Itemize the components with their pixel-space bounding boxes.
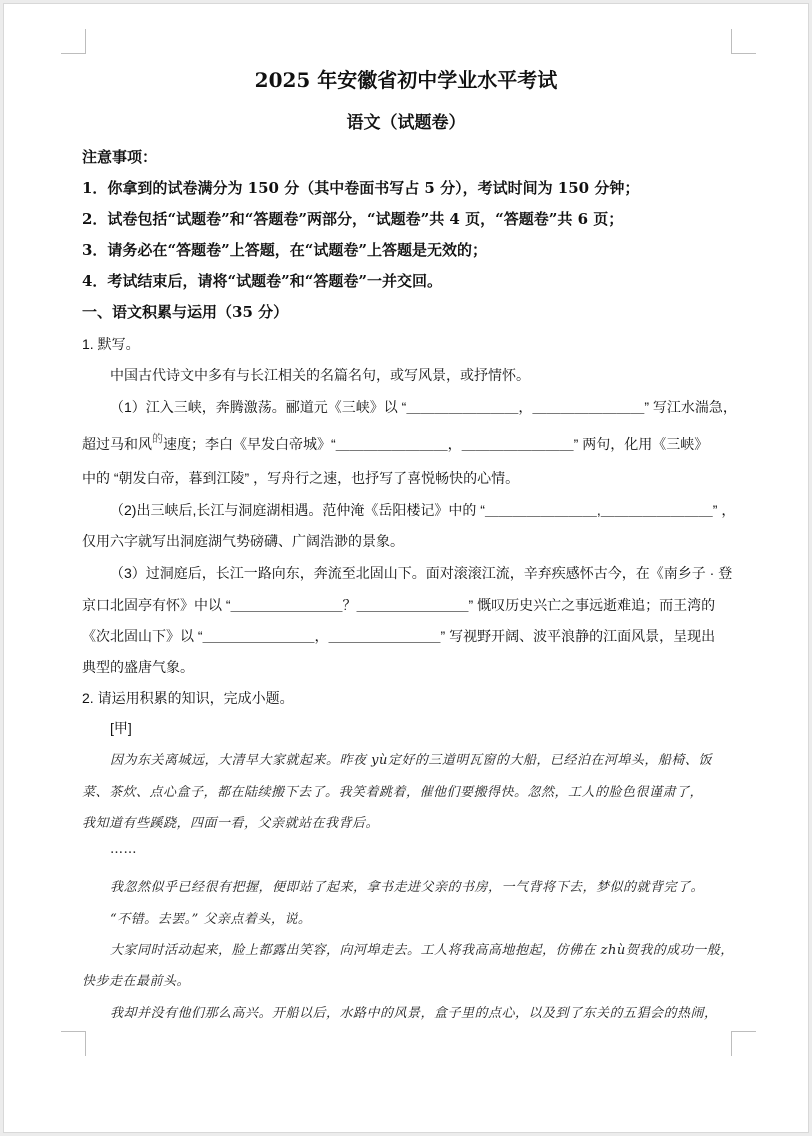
passage-line: 我却并没有他们那么高兴。开船以后，水路中的风景，盒子里的点心，以及到了东关的五猖会的热闹， — [110, 1006, 718, 1021]
q1-part1-line1: （1）江入三峡，奔腾激荡。郦道元《三峡》以 “＿＿＿＿＿＿＿＿，＿＿＿＿＿＿＿＿” 写江水湍急， — [110, 399, 737, 415]
section-heading: 一、语文积累与运用（35 分） — [82, 303, 289, 321]
q1-part1-line3: 中的 “朝发白帝，暮到江陵” ，写舟行之速，也抒写了喜悦畅快的心情。 — [82, 470, 520, 486]
q1-part3-line2: 京口北固亭有怀》中以 “＿＿＿＿＿＿＿＿？＿＿＿＿＿＿＿＿” 慨叹历史兴亡之事远逝难追；而王湾的 — [82, 597, 716, 613]
q1-part1-line2-end: 速度；李白《早发白帝城》“＿＿＿＿＿＿＿＿，＿＿＿＿＿＿＿＿” 两句，化用《三峡》 — [163, 436, 709, 452]
crop-mark-top-right — [731, 29, 756, 54]
ellipsis: …… — [110, 842, 137, 857]
passage-line: “不错。去罢。” 父亲点着头，说。 — [110, 912, 312, 927]
q1-part1-line2-start: 超过马和风 — [82, 436, 152, 452]
q1-part2-line1: （2)出三峡后,长江与洞庭湖相遇。范仲淹《岳阳楼记》中的 “＿＿＿＿＿＿＿＿,＿＿＿＿＿＿＿＿” ， — [110, 502, 736, 518]
document-page — [4, 4, 808, 1132]
q1-part2-line2: 仅用六字就写出洞庭湖气势磅礴、广阔浩渺的景象。 — [82, 533, 404, 549]
exam-title: 2025 年安徽省初中学业水平考试 — [254, 68, 558, 92]
question-1-label: 1. 默写。 — [82, 336, 140, 352]
passage-line: 我知道有些蹊跷，四面一看，父亲就站在我背后。 — [82, 816, 380, 831]
crop-mark-top-left — [61, 29, 86, 54]
question-1-intro: 中国古代诗文中多有与长江相关的名篇名句，或写风景，或抒情怀。 — [110, 367, 530, 383]
passage-line: 菜、茶炊、点心盒子，都在陆续搬下去了。我笑着跳着，催他们要搬得快。忽然，工人的脸色很谨肃了， — [82, 785, 704, 800]
notice-item: 1．你拿到的试卷满分为 150 分（其中卷面书写占 5 分），考试时间为 150 分钟； — [82, 179, 640, 197]
q1-part3-line4: 典型的盛唐气象。 — [82, 659, 194, 675]
notice-item: 3．请务必在“答题卷”上答题，在“试题卷”上答题是无效的； — [82, 241, 487, 259]
passage-line: 因为东关离城远，大清早大家就起来。昨夜 yù定好的三道明瓦窗的大船，已经泊在河埠头，船椅、饭 — [110, 753, 712, 768]
passage-line: 快步走在最前头。 — [82, 974, 191, 989]
passage-jia-label: [甲] — [110, 720, 132, 736]
notice-item: 2．试卷包括“试题卷”和“答题卷”两部分，“试题卷”共 4 页，“答题卷”共 6 页； — [82, 210, 624, 228]
q1-part3-line3: 《次北固山下》以 “＿＿＿＿＿＿＿＿，＿＿＿＿＿＿＿＿” 写视野开阔、波平浪静的江面风景，呈现出 — [82, 628, 716, 644]
q1-part1-line2 — [82, 434, 708, 454]
crop-mark-bottom-right — [731, 1031, 756, 1056]
q1-part3-line1: （3）过洞庭后，长江一路向东，奔流至北固山下。面对滚滚江流，辛弃疾感怀古今，在《南乡子 · 登 — [110, 565, 733, 581]
question-2-label: 2. 请运用积累的知识，完成小题。 — [82, 690, 294, 706]
notice-heading: 注意事项： — [82, 148, 158, 166]
passage-line: 我忽然似乎已经很有把握，便即站了起来，拿书走进父亲的书房，一气背将下去，梦似的就背完了。 — [110, 880, 705, 895]
passage-line: 大家同时活动起来，脸上都露出笑容，向河埠走去。工人将我高高地抱起，仿佛在 zhù贺我的成功一般， — [110, 943, 734, 958]
superscript-text: 的 — [152, 433, 163, 445]
exam-subtitle: 语文（试题卷） — [346, 113, 466, 133]
crop-mark-bottom-left — [61, 1031, 86, 1056]
notice-item: 4．考试结束后，请将“试题卷”和“答题卷”一并交回。 — [82, 272, 442, 290]
